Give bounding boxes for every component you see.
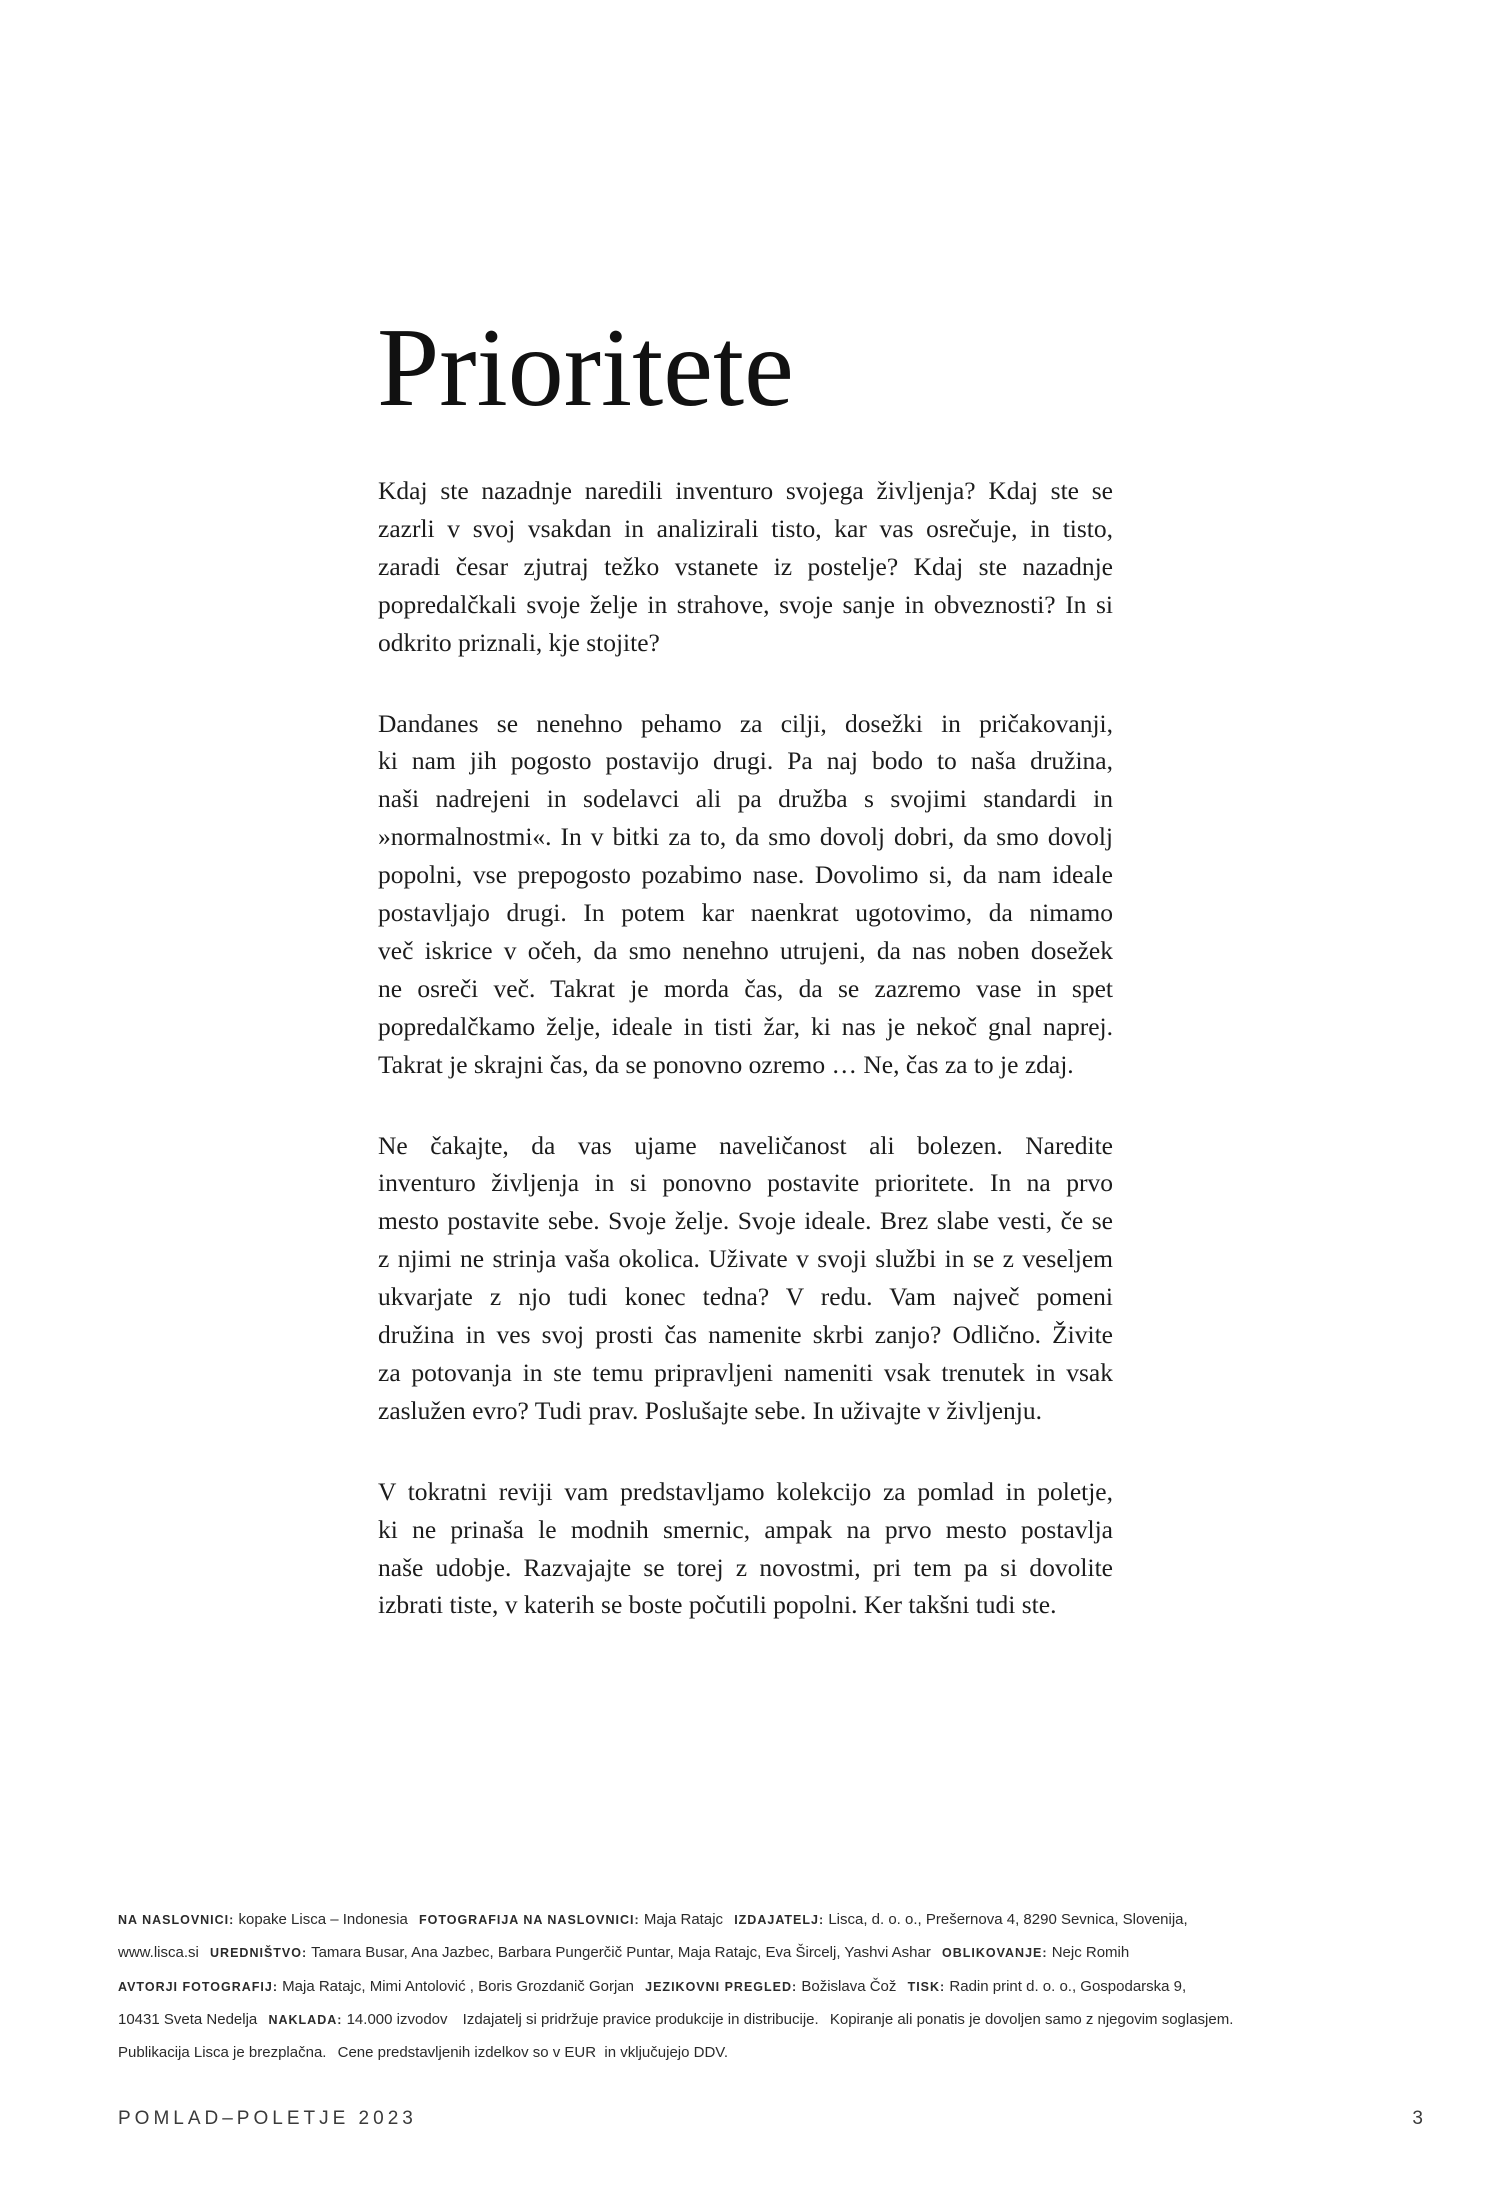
print-value: Radin print d. o. o., Gospodarska 9, <box>949 1977 1187 1995</box>
imprint-line <box>118 1936 1233 1969</box>
circulation-value: 14.000 izvodov <box>346 2010 448 2028</box>
editors-value: Tamara Busar, Ana Jazbec, Barbara Pungerčič Puntar, Maja Ratajc, Eva Šircelj, Yashvi Ashar <box>311 1944 931 1962</box>
editorial-text <box>378 472 1113 1667</box>
imprint-line <box>118 2003 1233 2036</box>
body-line: Kdaj ste nazadnje naredili inventuro svojega življenja? Kdaj ste se <box>378 476 1113 505</box>
body-line: »normalnostmi«. In v bitki za to, da smo dovolj dobri, da smo dovolj <box>378 822 1113 852</box>
paragraph <box>378 472 1113 661</box>
body-line: zaslužen evro? Tudi prav. Poslušajte sebe. In uživajte v življenju. <box>378 1395 1043 1425</box>
photographers-value: Maja Ratajc, Mimi Antolović , Boris Grozdanič Gorjan <box>282 1977 634 1995</box>
body-line: Takrat je skrajni čas, da se ponovno ozremo … Ne, čas za to je zdaj. <box>378 1049 1074 1079</box>
print-label: TISK: <box>907 1979 946 1994</box>
body-line: V tokratni reviji vam predstavljamo kolekcijo za pomlad in poletje, <box>378 1476 1113 1506</box>
body-line: družina in ves svoj prosti čas namenite skrbi zanjo? Odlično. Živite <box>378 1320 1113 1349</box>
publisher-value: Lisca, d. o. o., Prešernova 4, 8290 Sevnica, Slovenija, <box>828 1911 1188 1928</box>
imprint <box>118 1903 1233 2069</box>
imprint-line <box>118 1970 1233 2003</box>
body-line: za potovanja in ste temu pripravljeni nameniti vsak trenutek in vsak <box>378 1357 1113 1387</box>
photographers-label: AVTORJI FOTOGRAFIJ: <box>118 1979 278 1994</box>
body-line: ki ne prinaša le modnih smernic, ampak na prvo mesto postavlja <box>378 1514 1113 1544</box>
body-line: popredalčkamo želje, ideale in tisti žar, ki nas je nekoč gnal naprej. <box>378 1011 1113 1041</box>
circulation-label: NAKLADA: <box>268 2012 343 2027</box>
body-line: postavljajo drugi. In potem kar naenkrat ugotovimo, da nimamo <box>378 898 1113 927</box>
body-line: naši nadrejeni in sodelavci ali pa družba s svojimi standardi in <box>378 784 1113 814</box>
page-number: 3 <box>1412 2108 1423 2129</box>
page-title: Prioritete <box>377 306 794 430</box>
issue-name: POMLAD–POLETJE 2023 <box>118 2108 417 2129</box>
body-line: popredalčkali svoje želje in strahove, svoje sanje in obveznosti? In si <box>378 589 1113 619</box>
imprint-line <box>118 1903 1233 1936</box>
rights-notice: Izdajatelj si pridržuje pravice produkcije in distribucije. <box>462 2010 819 2028</box>
editors-label: UREDNIŠTVO: <box>210 1946 308 1961</box>
proofreading-label: JEZIKOVNI PREGLED: <box>645 1979 798 1994</box>
cover-label: NA NASLOVNICI: <box>118 1913 235 1927</box>
body-line: inventuro življenja in si ponovno postavite prioritete. In na prvo <box>378 1168 1113 1198</box>
copying-notice: Kopiranje ali ponatis je dovoljen samo z njegovim soglasjem. <box>829 2010 1234 2028</box>
body-line: ki nam jih pogosto postavijo drugi. Pa naj bodo to naša družina, <box>378 746 1113 776</box>
cover-photo-label: FOTOGRAFIJA NA NASLOVNICI: <box>418 1913 640 1927</box>
publisher-label: IZDAJATELJ: <box>734 1913 825 1927</box>
body-line: naše udobje. Razvajajte se torej z novostmi, pri tem pa si dovolite <box>378 1552 1113 1582</box>
body-line: več iskrice v očeh, da smo nenehno utrujeni, da nas noben dosežek <box>378 935 1113 965</box>
design-value: Nejc Romih <box>1051 1944 1130 1962</box>
body-line: z njimi ne strinja vaša okolica. Uživate v svoji službi in se z veseljem <box>378 1244 1113 1274</box>
prices-notice: Cene predstavljenih izdelkov so v EUR in vključujejo DDV. <box>337 2044 729 2062</box>
cover-photo-value: Maja Ratajc <box>643 1911 724 1928</box>
body-line: popolni, vse prepogosto pozabimo nase. Dovolimo si, da nam ideale <box>378 860 1113 890</box>
body-line: odkrito priznali, kje stojite? <box>378 627 660 657</box>
body-line: zaradi česar zjutraj težko vstanete iz postelje? Kdaj ste nazadnje <box>378 551 1113 581</box>
paragraph <box>378 705 1113 1084</box>
imprint-line <box>118 2036 1233 2069</box>
body-line: ukvarjate z njo tudi konec tedna? V redu. Vam največ pomeni <box>378 1282 1113 1312</box>
proofreading-value: Božislava Čož <box>801 1977 897 1995</box>
body-line: zazrli v svoj vsakdan in analizirali tisto, kar vas osrečuje, in tisto, <box>378 513 1113 543</box>
print-city: 10431 Sveta Nedelja <box>118 2010 258 2028</box>
body-line: izbrati tiste, v katerih se boste počutili popolni. Ker takšni tudi ste. <box>378 1590 1057 1620</box>
website: www.lisca.si <box>118 1944 199 1962</box>
cover-value: kopake Lisca – Indonesia <box>238 1911 408 1928</box>
design-label: OBLIKOVANJE: <box>942 1946 1048 1961</box>
body-line: Dandanes se nenehno pehamo za cilji, dosežki in pričakovanji, <box>378 708 1113 738</box>
body-line: mesto postavite sebe. Svoje želje. Svoje ideale. Brez slabe vesti, če se <box>378 1206 1113 1236</box>
body-line: ne osreči več. Takrat je morda čas, da se zazremo vase in spet <box>378 973 1113 1003</box>
paragraph <box>378 1473 1113 1625</box>
free-notice: Publikacija Lisca je brezplačna. <box>118 2044 327 2062</box>
paragraph <box>378 1127 1113 1430</box>
body-line: Ne čakajte, da vas ujame naveličanost ali bolezen. Naredite <box>378 1130 1113 1160</box>
